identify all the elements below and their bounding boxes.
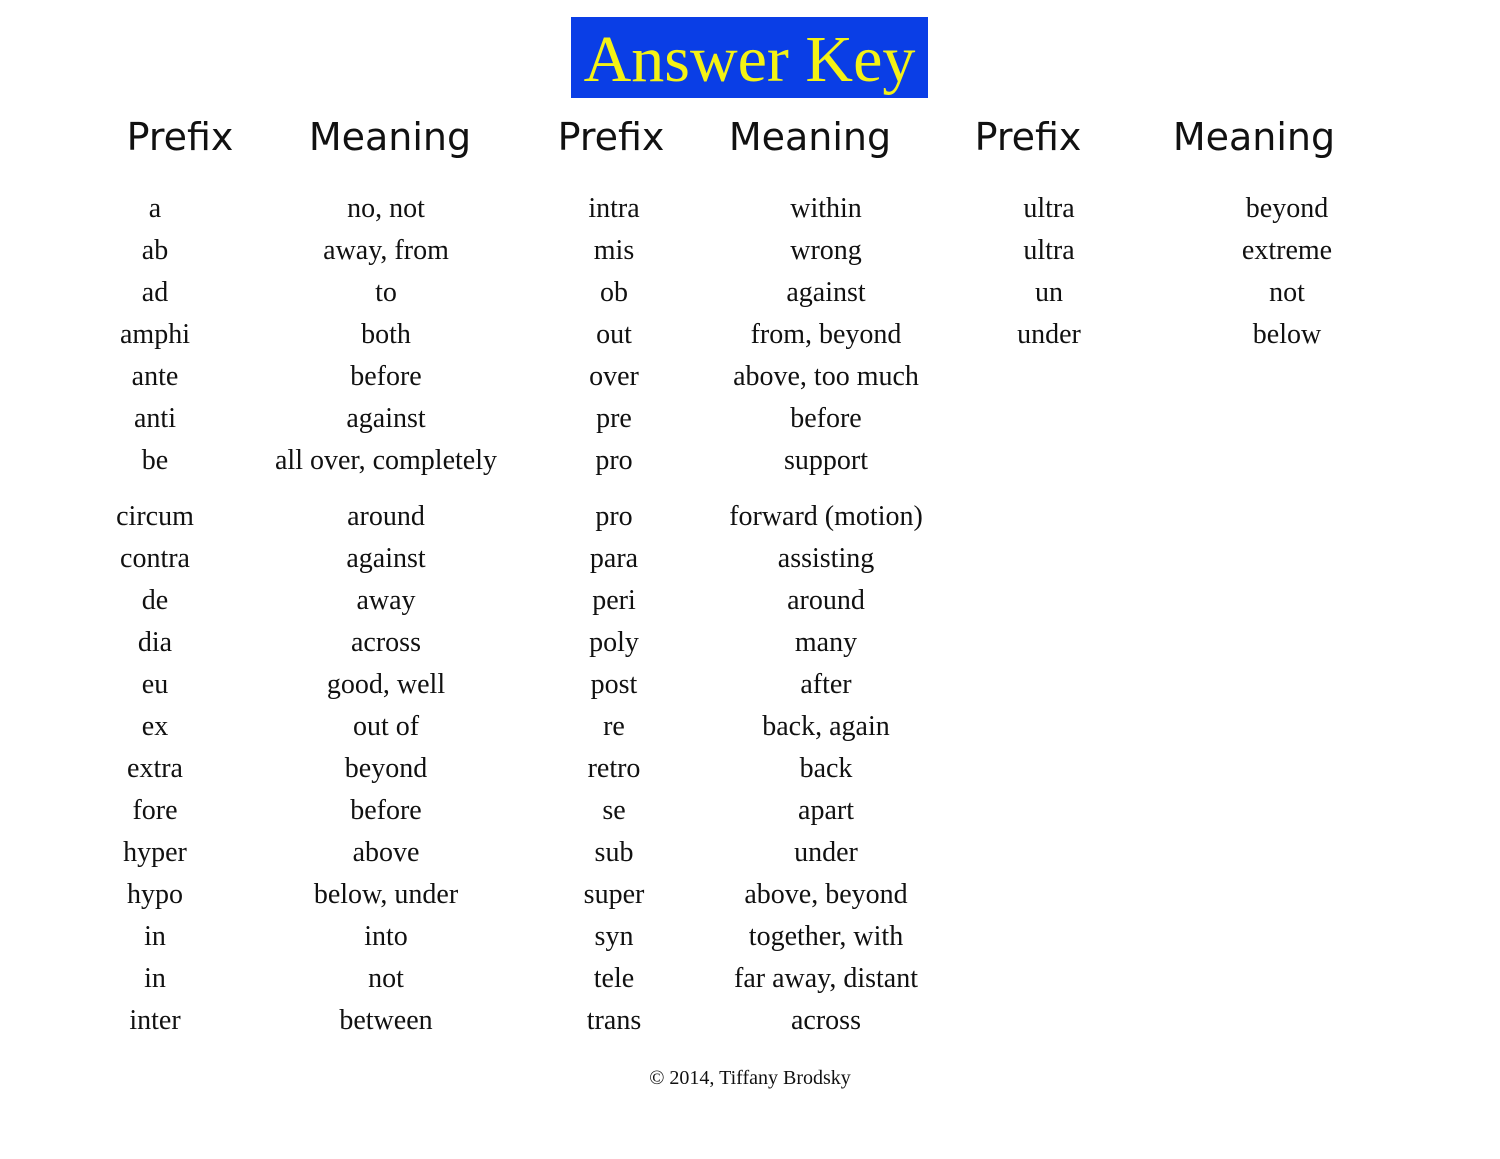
prefix-cell: ab <box>141 235 169 266</box>
prefix-cell: ex <box>141 711 169 742</box>
meaning-cell: back <box>799 753 853 784</box>
section-gap <box>676 484 976 498</box>
copyright-footer: © 2014, Tiffany Brodsky <box>649 1067 851 1089</box>
prefix-cell: para <box>589 543 639 574</box>
prefix-cell: un <box>1035 277 1063 308</box>
header-meaning-1: Meaning <box>308 115 472 159</box>
meaning-cell: after <box>800 669 852 700</box>
meaning-cell: before <box>790 403 862 434</box>
prefix-cell: ante <box>131 361 179 392</box>
title-banner <box>571 17 928 98</box>
prefix-cell: under <box>1017 319 1081 350</box>
meaning-cell: beyond <box>1245 193 1329 224</box>
prefix-cell: pro <box>595 501 633 532</box>
prefix-cell: hypo <box>127 879 183 910</box>
prefix-cell: tele <box>593 963 635 994</box>
prefix-cell: dia <box>137 627 173 658</box>
meaning-cell: from, beyond <box>750 319 902 350</box>
prefix-cell: in <box>144 921 166 952</box>
prefix-cell: de <box>141 585 169 616</box>
meaning-cell: no, not <box>347 193 425 224</box>
prefix-cell: intra <box>588 193 640 224</box>
header-meaning-2: Meaning <box>728 115 892 159</box>
prefix-cell: inter <box>129 1005 181 1036</box>
prefix-cell: eu <box>141 669 169 700</box>
meaning-cell: back, again <box>762 711 890 742</box>
meaning-cell: support <box>784 445 868 476</box>
meaning-cell: above, too much <box>733 361 919 392</box>
prefix-cell: peri <box>592 585 636 616</box>
prefix-cell: ob <box>600 277 628 308</box>
prefix-cell: amphi <box>120 319 190 350</box>
prefix-cell: ultra <box>1023 193 1075 224</box>
prefix-cell: circum <box>116 501 194 532</box>
header-prefix-1: Prefix <box>126 115 234 159</box>
meaning-cell: to <box>375 277 397 308</box>
meaning-cell: against <box>346 403 426 434</box>
meaning-cell: wrong <box>790 235 862 266</box>
meaning-column-3 <box>1137 190 1437 358</box>
meaning-cell: far away, distant <box>734 963 918 994</box>
prefix-cell: contra <box>120 543 190 574</box>
prefix-cell: extra <box>127 753 183 784</box>
prefix-cell: pro <box>595 445 633 476</box>
prefix-cell: mis <box>593 235 635 266</box>
meaning-cell: all over, completely <box>274 445 498 476</box>
meaning-cell: not <box>1269 277 1305 308</box>
meaning-cell: many <box>794 627 858 658</box>
meaning-cell: forward (motion) <box>729 501 923 532</box>
meaning-cell: above, beyond <box>744 879 908 910</box>
meaning-cell: beyond <box>344 753 428 784</box>
header-prefix-2: Prefix <box>557 115 665 159</box>
meaning-cell: together, with <box>748 921 904 952</box>
prefix-cell: in <box>144 963 166 994</box>
meaning-cell: assisting <box>777 543 875 574</box>
meaning-cell: under <box>794 837 858 868</box>
meaning-cell: before <box>350 361 422 392</box>
meaning-cell: before <box>350 795 422 826</box>
prefix-cell: syn <box>594 921 634 952</box>
meaning-cell: both <box>361 319 411 350</box>
meaning-cell: not <box>368 963 404 994</box>
prefix-cell: trans <box>586 1005 642 1036</box>
prefix-cell: anti <box>134 403 176 434</box>
prefix-cell: out <box>596 319 632 350</box>
meaning-cell: below, under <box>313 879 459 910</box>
prefix-cell: ad <box>141 277 169 308</box>
meaning-cell: against <box>346 543 426 574</box>
prefix-cell: super <box>583 879 645 910</box>
header-meaning-3: Meaning <box>1172 115 1336 159</box>
meaning-cell: across <box>351 627 421 658</box>
meaning-cell: away <box>356 585 416 616</box>
prefix-cell: a <box>148 193 162 224</box>
prefix-cell: sub <box>594 837 634 868</box>
prefix-cell: ultra <box>1023 235 1075 266</box>
prefix-cell: poly <box>589 627 639 658</box>
prefix-cell: pre <box>596 403 632 434</box>
meaning-cell: around <box>347 501 425 532</box>
meaning-cell: across <box>791 1005 861 1036</box>
meaning-cell: apart <box>798 795 854 826</box>
prefix-cell: retro <box>587 753 641 784</box>
meaning-cell: into <box>364 921 408 952</box>
prefix-cell: se <box>602 795 626 826</box>
meaning-cell: good, well <box>326 669 446 700</box>
meaning-cell: away, from <box>323 235 449 266</box>
meaning-cell: extreme <box>1241 235 1333 266</box>
meaning-cell: below <box>1252 319 1322 350</box>
prefix-cell: be <box>141 445 169 476</box>
meaning-cell: within <box>790 193 862 224</box>
prefix-cell: hyper <box>123 837 187 868</box>
meaning-cell: above <box>352 837 420 868</box>
meaning-cell: between <box>339 1005 433 1036</box>
prefix-cell: over <box>589 361 639 392</box>
page-title: Answer Key <box>583 22 916 96</box>
prefix-cell: re <box>603 711 625 742</box>
header-prefix-3: Prefix <box>974 115 1082 159</box>
prefix-cell: post <box>590 669 638 700</box>
meaning-cell: around <box>787 585 865 616</box>
meaning-cell: against <box>786 277 866 308</box>
prefix-cell: fore <box>132 795 178 826</box>
meaning-cell: out of <box>352 711 420 742</box>
